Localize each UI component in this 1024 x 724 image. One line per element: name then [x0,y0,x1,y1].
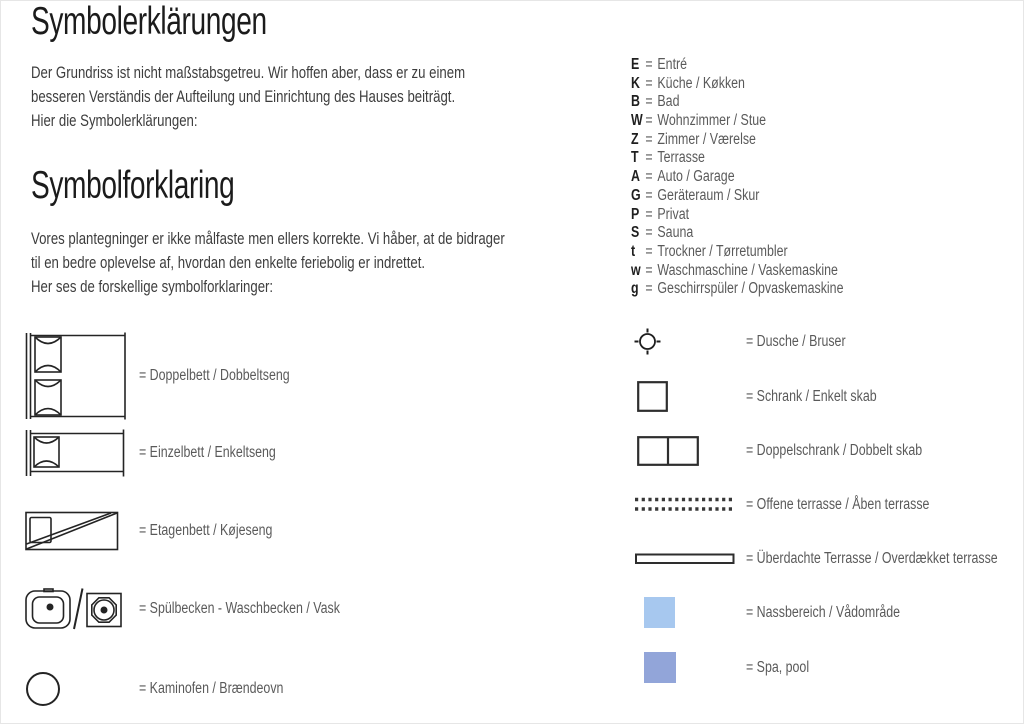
room-code-letter: W [631,112,643,130]
room-code-letter: S [631,224,640,242]
symbol-label: = Offene terrasse / Åben terrasse [746,495,930,513]
room-code-row [631,149,843,168]
symbol-label: = Überdachte Terrasse / Overdækket terrasse [746,550,998,567]
double-bed-icon [25,332,129,420]
legend-row-covered-terrace [634,550,1024,567]
shower-icon [634,328,661,355]
room-code-meaning: Privat [657,205,690,223]
paragraph-line: Der Grundriss ist nicht maßstabsgetreu. Wir hoffen aber, dass er zu einem [31,64,466,82]
room-code-meaning: Waschmaschine / Vaskemaskine [657,261,838,279]
paragraph-line: Her ses de forskellige symbolforklaringer: [31,278,274,296]
double-cabinet-icon [637,436,699,466]
room-code-meaning: Zimmer / Værelse [657,130,756,148]
paragraph-line: besseren Verständis der Aufteilung und Einrichtung des Hauses beiträgt. [31,88,456,106]
room-code-row [631,93,843,112]
room-code-meaning: Terrasse [657,149,705,167]
symbol-label: = Spa, pool [746,658,810,676]
room-code-letter: K [631,74,640,92]
equals-sign: = [645,186,653,204]
equals-sign: = [645,168,653,186]
symbol-label: = Spülbecken - Waschbecken / Vask [139,599,340,617]
room-code-row [631,112,843,131]
paragraph-line: til en bedre oplevelse af, hvordan den enkelte feriebolig er indrettet. [31,254,426,272]
legend-row-open-terrace [634,497,1024,512]
symbol-label: = Etagenbett / Køjeseng [139,522,273,539]
room-code-meaning: Sauna [657,224,694,242]
room-code-row [631,168,843,187]
legend-row-wet-area [634,597,1014,628]
symbol-label: = Dusche / Bruser [746,333,846,350]
wood-stove-icon [25,671,61,707]
covered-terrace-icon [635,553,735,565]
legend-row-bunk-bed [25,510,585,552]
room-code-meaning: Geräteraum / Skur [657,186,760,204]
intro-paragraph-german [31,61,465,133]
room-code-meaning: Entré [657,56,688,73]
symbol-label: = Doppelbett / Dobbeltseng [139,367,290,384]
room-code-row [631,262,843,281]
room-code-letter: w [631,261,641,279]
legend-row-spa-pool [634,652,1014,683]
paragraph-line: Vores plantegninger er ikke målfaste men ellers korrekte. Vi håber, at de bidrager [31,230,505,248]
equals-sign: = [645,280,653,298]
room-code-row [631,187,843,206]
equals-sign: = [645,261,653,279]
room-code-row [631,224,843,243]
room-code-meaning: Wohnzimmer / Stue [657,112,767,130]
room-code-row [631,280,843,299]
symbol-label: = Doppelschrank / Dobbelt skab [746,442,923,459]
room-code-letter: A [631,168,640,186]
wet-area-swatch [644,597,675,628]
equals-sign: = [645,93,653,111]
intro-paragraph-danish [31,227,505,299]
equals-sign: = [645,74,653,92]
equals-sign: = [645,224,653,242]
room-code-row [631,206,843,225]
equals-sign: = [645,149,653,167]
sink-washbasin-icon [25,586,127,631]
room-code-meaning: Bad [657,93,680,111]
equals-sign: = [645,242,653,260]
symbol-label: = Nassbereich / Vådområde [746,603,901,621]
single-cabinet-icon [637,381,668,412]
room-code-letter: B [631,93,640,111]
room-code-row [631,243,843,262]
legend-row-single-bed [25,429,585,477]
legend-row-wood-stove [25,671,585,707]
legend-row-double-cabinet [634,436,1014,466]
room-code-letter: t [631,242,636,260]
room-code-row [631,131,843,150]
page-title-danish: Symbolforklaring [31,164,235,207]
legend-row-double-bed [25,332,585,420]
room-code-meaning: Küche / Køkken [657,74,745,92]
symbol-label: = Einzelbett / Enkeltseng [139,444,276,461]
room-code-meaning: Geschirrspüler / Opvaskemaskine [657,280,844,298]
equals-sign: = [645,205,653,223]
symbol-label: = Schrank / Enkelt skab [746,387,877,405]
single-bed-icon [25,429,128,477]
room-code-letter: P [631,205,640,223]
room-code-letter: E [631,56,640,73]
spa-pool-swatch [644,652,676,683]
room-code-list [631,56,843,299]
room-code-letter: Z [631,130,639,148]
equals-sign: = [645,112,653,130]
page-title-german: Symbolerklärungen [31,0,267,43]
room-code-meaning: Trockner / Tørretumbler [657,242,788,260]
equals-sign: = [645,56,653,73]
room-code-meaning: Auto / Garage [657,168,735,186]
room-code-letter: T [631,149,639,167]
legend-row-shower [634,328,1014,356]
room-code-row [631,56,843,75]
legend-row-sink [25,586,585,631]
room-code-row [631,75,843,94]
equals-sign: = [645,130,653,148]
room-code-letter: g [631,280,639,298]
room-code-letter: G [631,186,641,204]
open-terrace-icon [634,497,735,512]
paragraph-line: Hier die Symbolerklärungen: [31,112,198,130]
symbol-label: = Kaminofen / Brændeovn [139,680,284,697]
legend-row-cabinet [634,381,1014,412]
bunk-bed-icon [25,510,119,552]
